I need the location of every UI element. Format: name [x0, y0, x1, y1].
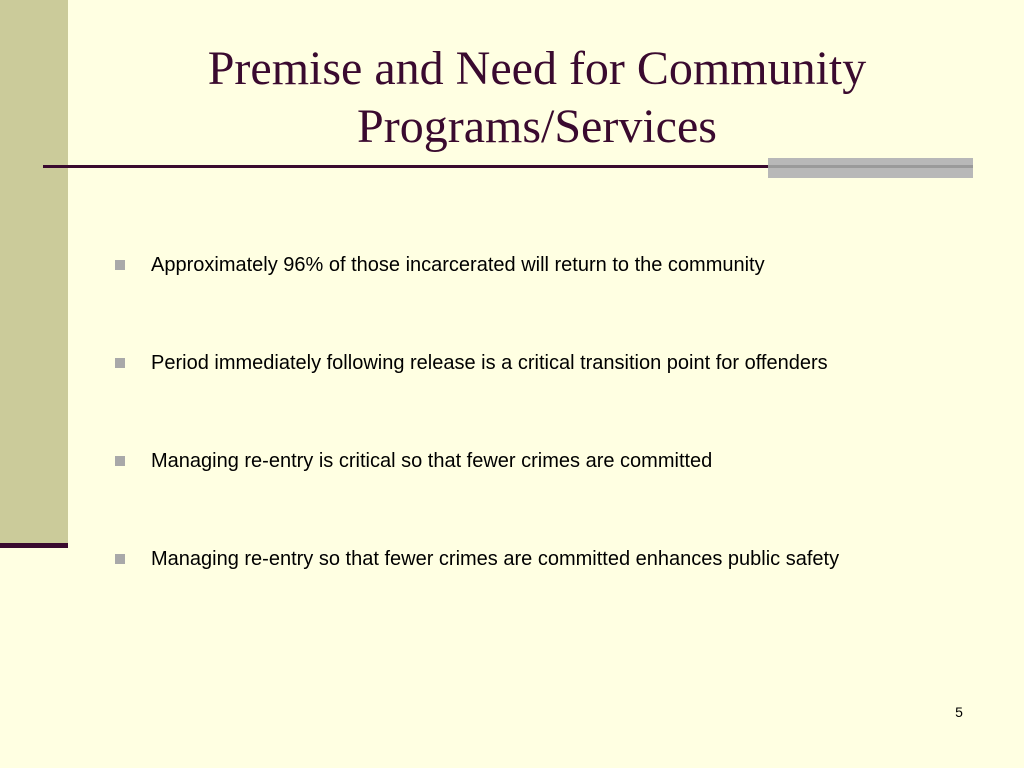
- title-underline-rule: [43, 165, 773, 168]
- slide-title: Premise and Need for Community Programs/Services: [207, 42, 867, 153]
- title-grey-accent-inner-line: [768, 165, 973, 168]
- bullet-text: Managing re-entry so that fewer crimes are committed enhances public safety: [151, 548, 840, 570]
- square-bullet-icon: [115, 260, 125, 270]
- left-band-accent-line: [0, 543, 68, 548]
- square-bullet-icon: [115, 456, 125, 466]
- bullet-text: Managing re-entry is critical so that fewer crimes are committed: [151, 450, 713, 472]
- left-decorative-band: [0, 0, 68, 543]
- square-bullet-icon: [115, 358, 125, 368]
- square-bullet-icon: [115, 554, 125, 564]
- bullet-item: [112, 349, 992, 379]
- bullet-item: [112, 251, 992, 281]
- bullet-item: [112, 545, 992, 575]
- title-grey-accent-bar: [768, 158, 973, 178]
- bullet-text: Approximately 96% of those incarcerated will return to the community: [151, 254, 765, 276]
- bullet-text: Period immediately following release is a critical transition point for offenders: [151, 352, 828, 374]
- page-number: 5: [955, 704, 963, 720]
- bullet-item: [112, 447, 992, 477]
